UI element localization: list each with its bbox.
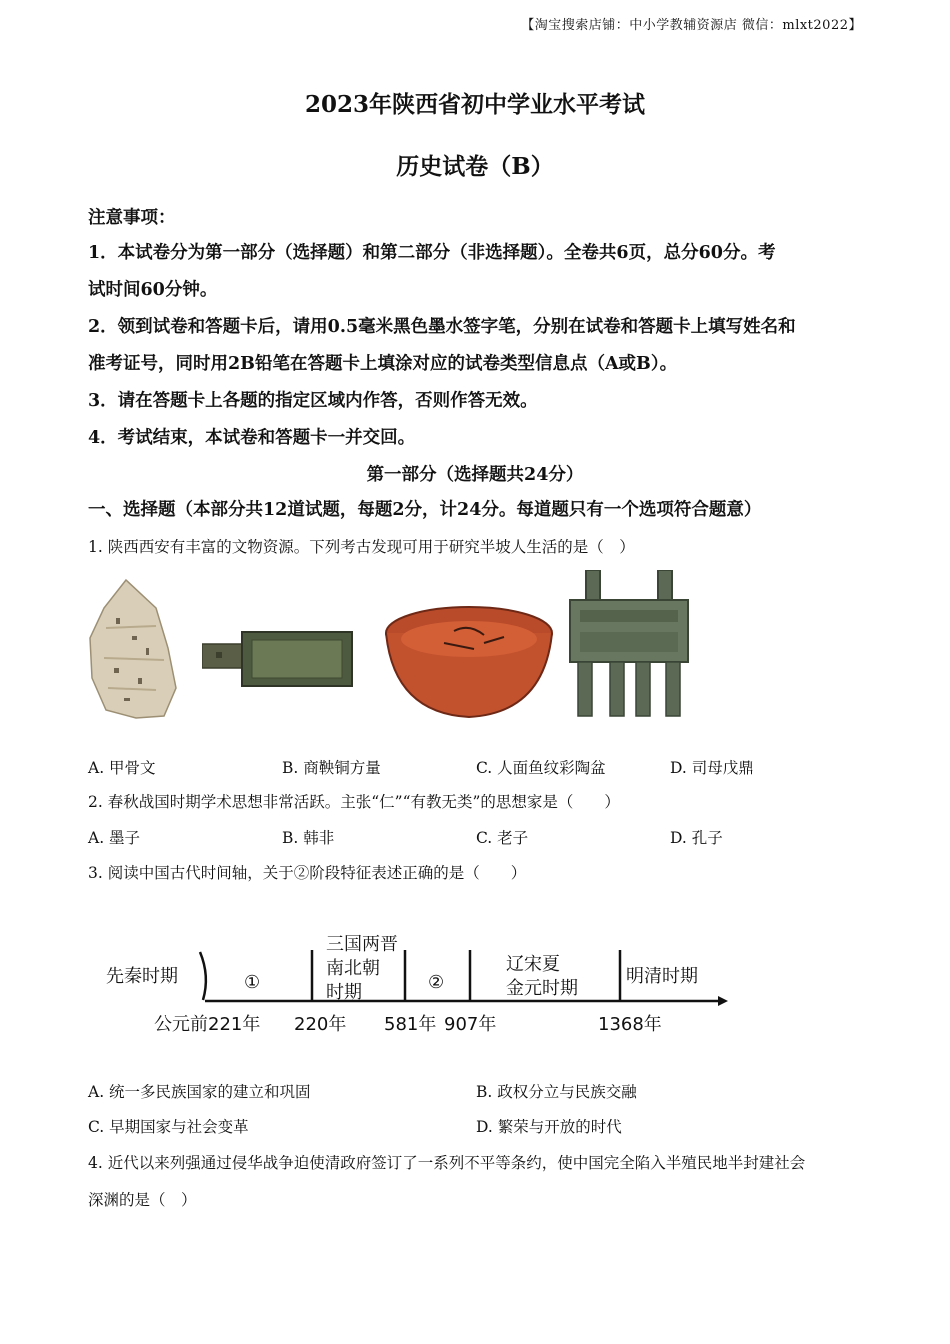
option-d: D. 孔子 xyxy=(670,829,723,847)
option-d: D. 繁荣与开放的时代 xyxy=(476,1118,622,1136)
option-a: A. 墨子 xyxy=(88,829,141,847)
question-stem: 3. 阅读中国古代时间轴，关于②阶段特征表述正确的是（ ） xyxy=(88,864,527,882)
notice-item: 试时间60分钟。 xyxy=(88,280,218,300)
page-subtitle: 历史试卷（B） xyxy=(396,153,554,180)
timeline-period: 时期 xyxy=(326,982,362,1003)
option-c: C. 老子 xyxy=(476,829,529,847)
question-stem: 4. 近代以来列强通过侵华战争迫使清政府签订了一系列不平等条约，使中国完全陷入半殖民地半封建社会 xyxy=(88,1154,806,1172)
timeline-year: 220年 xyxy=(294,1014,347,1035)
option-c: C. 人面鱼纹彩陶盆 xyxy=(476,759,606,777)
option-a: A. 统一多民族国家的建立和巩固 xyxy=(88,1083,311,1101)
painted-pottery-basin-image xyxy=(384,603,554,719)
option-b: B. 韩非 xyxy=(282,829,335,847)
option-d: D. 司母戊鼎 xyxy=(670,759,754,777)
option-c: C. 早期国家与社会变革 xyxy=(88,1118,249,1136)
timeline-year: 581年 xyxy=(384,1014,437,1035)
bronze-ding-image xyxy=(566,570,692,720)
notice-item: 4．考试结束，本试卷和答题卡一并交回。 xyxy=(88,428,416,448)
timeline-period: 先秦时期 xyxy=(106,966,178,987)
notice-item: 1．本试卷分为第一部分（选择题）和第二部分（非选择题）。全卷共6页，总分60分。考 xyxy=(88,243,776,263)
option-b: B. 商鞅铜方量 xyxy=(282,759,381,777)
notice-heading: 注意事项： xyxy=(88,208,176,228)
timeline xyxy=(0,920,950,1040)
timeline-period: ① xyxy=(244,972,261,993)
question-stem: 2. 春秋战国时期学术思想非常活跃。主张“仁”“有教无类”的思想家是（ ） xyxy=(88,793,620,811)
timeline-period: 南北朝 xyxy=(326,958,380,979)
page-title: 2023年陕西省初中学业水平考试 xyxy=(304,91,645,118)
timeline-year: 907年 xyxy=(444,1014,497,1035)
section1-title: 一、选择题（本部分共12道试题，每题2分，计24分。每道题只有一个选项符合题意） xyxy=(88,500,762,520)
timeline-period: 金元时期 xyxy=(506,978,578,999)
timeline-period: ② xyxy=(428,972,445,993)
timeline-period: 三国两晋 xyxy=(326,934,398,955)
oracle-bone-image xyxy=(86,578,178,720)
timeline-period: 明清时期 xyxy=(626,966,698,987)
question-stem-continued: 深渊的是（ ） xyxy=(88,1191,197,1209)
option-a: A. 甲骨文 xyxy=(88,759,156,777)
bronze-measure-image xyxy=(202,628,354,690)
notice-item: 准考证号，同时用2B铅笔在答题卡上填涂对应的试卷类型信息点（A或B）。 xyxy=(88,354,678,374)
header-note: 【淘宝搜索店铺：中小学教辅资源店 微信：mlxt2022】 xyxy=(521,18,862,33)
timeline-year: 公元前221年 xyxy=(154,1014,261,1035)
notice-item: 3．请在答题卡上各题的指定区域内作答，否则作答无效。 xyxy=(88,391,538,411)
timeline-year: 1368年 xyxy=(598,1014,662,1035)
notice-item: 2．领到试卷和答题卡后，请用0.5毫米黑色墨水签字笔，分别在试卷和答题卡上填写姓名和 xyxy=(88,317,796,337)
option-b: B. 政权分立与民族交融 xyxy=(476,1083,637,1101)
timeline-period: 辽宋夏 xyxy=(506,954,560,975)
question-stem: 1. 陕西西安有丰富的文物资源。下列考古发现可用于研究半坡人生活的是（ ） xyxy=(88,538,635,556)
part1-title: 第一部分（选择题共24分） xyxy=(366,465,584,485)
